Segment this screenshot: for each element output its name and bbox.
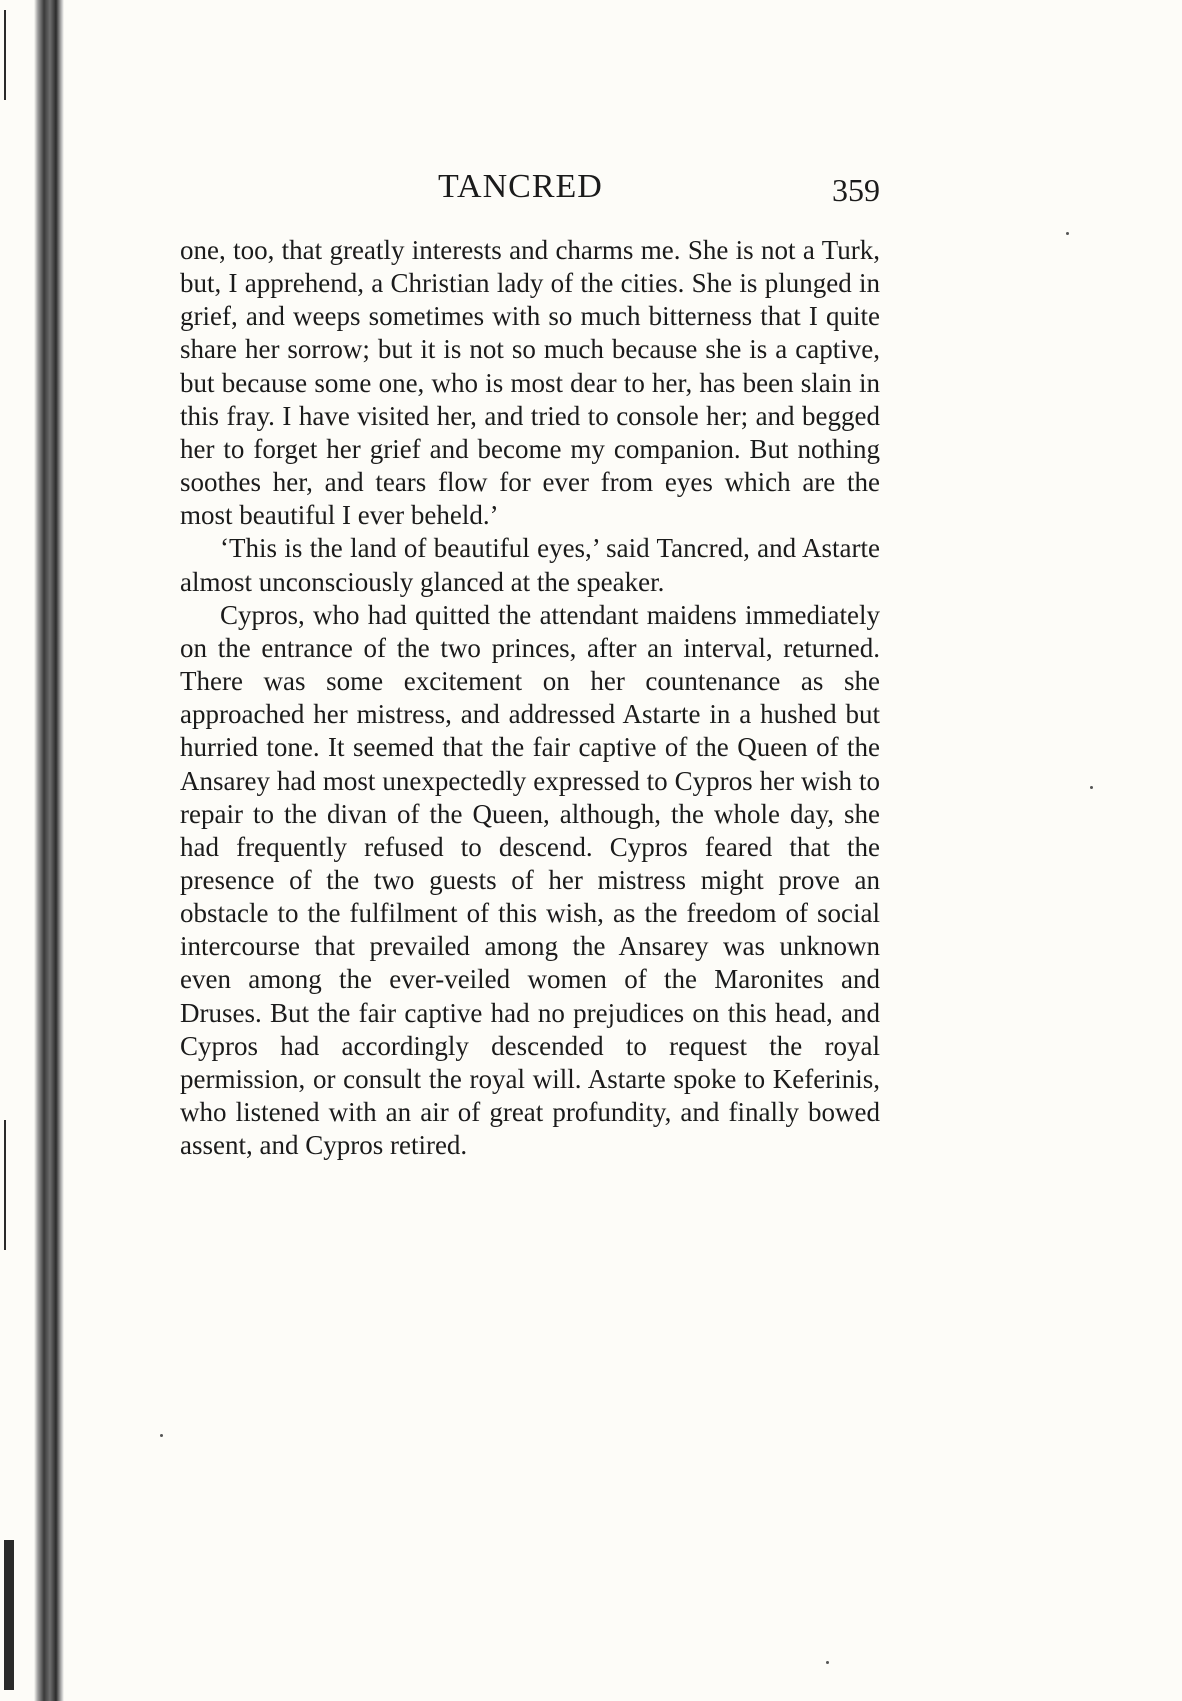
scan-edge-mark [4,1120,6,1250]
scan-speck [1066,232,1069,235]
scan-speck [1090,786,1093,789]
scan-edge-mark [4,1540,14,1690]
paragraph: Cypros, who had quitted the attendant maidens immediately on the entrance of the two princes, after an interval, returned. There was some excitement on her countenance as she approached her mistress, and addressed Astarte in a hushed but hurried tone. It seemed that the fair captive of the Queen of the Ansarey had most unexpectedly expressed to Cypros her wish to repair to the divan of the Queen, although, the whole day, she had frequently refused to descend. Cypros feared that the presence of the two guests of her mistress might prove an obstacle to the fulfilment of this wish, as the freedom of social intercourse that prevailed among the Ansarey was unknown even among the ever-veiled women of the Maronites and Druses. But the fair captive had no prejudices on this head, and Cypros had accordingly descended to request the royal permission, or consult the royal will. Astarte spoke to Keferinis, who listened with an air of great profundity, and finally bowed assent, and Cypros retired. [180,599,880,1161]
page-binding-gutter [0,0,64,1701]
scan-edge-mark [4,10,6,100]
paragraph: ‘This is the land of beautiful eyes,’ said Tancred, and Astarte almost unconsciously glanced at the speaker. [180,533,880,597]
page-number: 359 [832,172,880,208]
running-title: TANCRED [438,168,603,205]
body-text [180,234,880,1162]
scan-speck [826,1661,829,1664]
page-header [180,168,880,212]
paragraph: one, too, that greatly interests and charms me. She is not a Turk, but, I apprehend, a Christian lady of the cities. She is plunged in grief, and weeps sometimes with so much bitterness that I quite share her sorrow; but it is not so much because she is a captive, but because some one, who is most dear to her, has been slain in this fray. I have visited her, and tried to console her; and begged her to forget her grief and become my companion. But nothing soothes her, and tears flow for ever from eyes which are the most beautiful I ever beheld.’ [180,235,880,531]
scan-speck [160,1434,163,1437]
